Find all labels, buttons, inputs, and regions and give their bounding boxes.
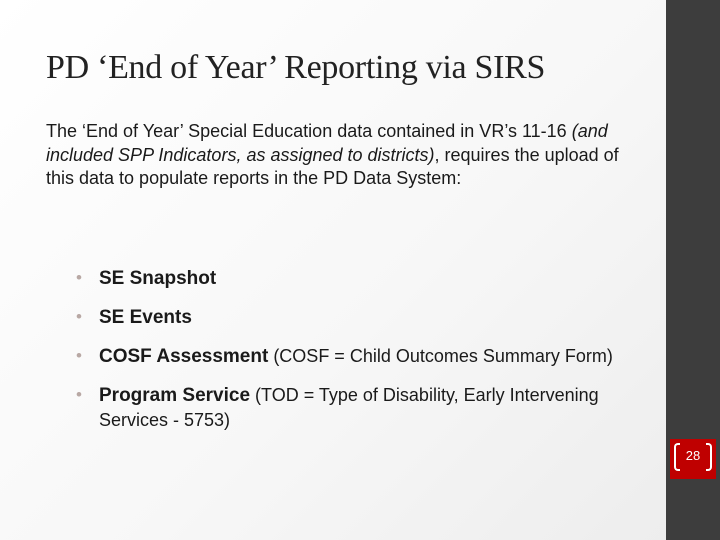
intro-text-part1: The ‘End of Year’ Special Education data contained in VR’s 11-16 — [46, 121, 572, 141]
bullet-item-program-service — [76, 383, 636, 433]
bullet-note: (TOD = Type of Disability, Early Intervening Services - 5753) — [99, 385, 599, 430]
bullet-dot-icon: • — [76, 346, 82, 365]
bullet-label: Program Service — [99, 385, 251, 406]
bullet-item-cosf-assessment — [76, 344, 636, 369]
bullet-label: COSF Assessment — [99, 346, 269, 367]
bullet-item-se-snapshot — [76, 266, 636, 291]
intro-paragraph — [46, 120, 646, 191]
page-number: 28 — [685, 448, 701, 463]
bullet-item-se-events — [76, 305, 636, 330]
intro-text-italic: (and included SPP Indicators, as assigned to districts) — [46, 121, 608, 165]
bullet-note: (COSF = Child Outcomes Summary Form) — [268, 346, 613, 366]
bullet-dot-icon: • — [76, 307, 82, 326]
page-number-badge — [670, 439, 716, 479]
bullet-label: SE Events — [99, 307, 192, 328]
bullet-label: SE Snapshot — [99, 268, 217, 289]
intro-text-part2: , requires the upload of this data to populate reports in the PD Data System: — [46, 144, 619, 188]
bullet-dot-icon: • — [76, 268, 82, 287]
bullet-dot-icon: • — [76, 385, 82, 404]
slide-title: PD ‘End of Year’ Reporting via SIRS — [46, 49, 546, 86]
bullet-list — [76, 266, 636, 433]
